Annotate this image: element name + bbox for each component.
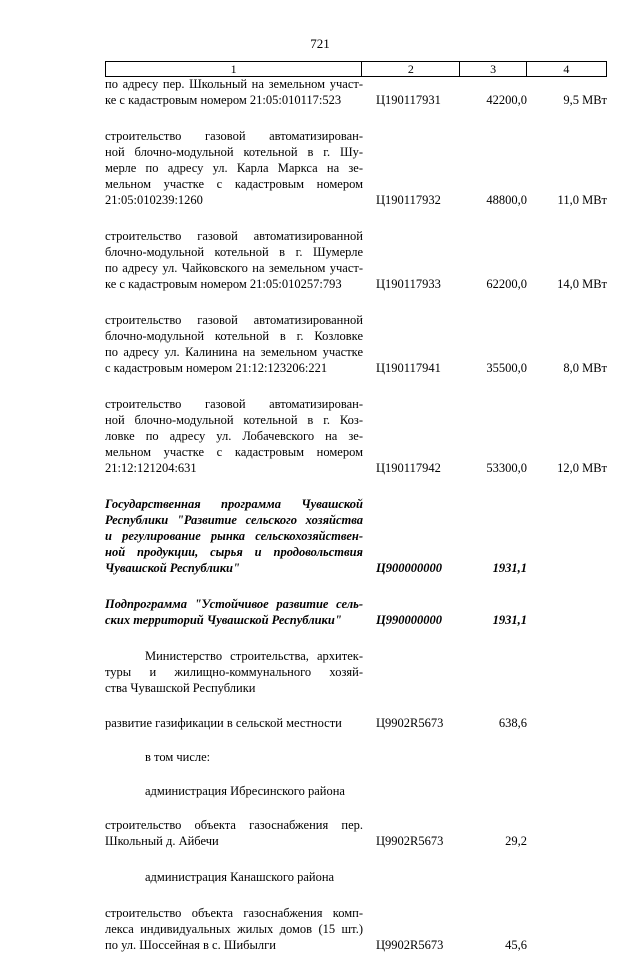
power-value: 12,0 МВт: [557, 461, 607, 475]
amount-value: 1931,1: [492, 561, 527, 575]
description-line: Государственная программа Чувашской: [105, 497, 363, 511]
budget-code: Ц900000000: [376, 561, 442, 575]
table-row: [105, 905, 607, 953]
table-row: [105, 596, 607, 628]
table-row: [105, 496, 607, 576]
budget-code: Ц990000000: [376, 613, 442, 627]
description-line: Подпрограмма "Устойчивое развитие сель-: [105, 597, 363, 611]
description-line: 21:12:121204:631: [105, 461, 197, 475]
column-header-3: 3: [460, 62, 526, 77]
budget-code: Ц190117931: [376, 93, 441, 107]
budget-code: Ц9902R5673: [376, 716, 444, 730]
budget-code: Ц9902R5673: [376, 834, 444, 848]
table-row: [105, 128, 607, 208]
description-line: блочно-модульной котельной в г. Козловке: [105, 329, 363, 343]
description-line: строительство газовой автоматизированной: [105, 229, 363, 243]
power-value: 9,5 МВт: [563, 93, 607, 107]
table-row: [105, 76, 607, 108]
row-description: [105, 228, 363, 292]
amount-value: 45,6: [505, 938, 527, 952]
power-value: 11,0 МВт: [557, 193, 607, 207]
table-row: [105, 396, 607, 476]
description-line: ловке по адресу ул. Лобачевского на зе-: [105, 429, 363, 443]
description-line: лекса индивидуальных жилых домов (15 шт.): [105, 922, 363, 936]
budget-code: Ц190117932: [376, 193, 441, 207]
description-line: туры и жилищно-коммунального хозяй-: [105, 665, 363, 679]
budget-code: Ц190117941: [376, 361, 441, 375]
row-description: [105, 596, 363, 628]
row-description: [105, 715, 363, 731]
table-row: [105, 869, 607, 885]
column-header-2: 2: [362, 62, 460, 77]
description-line: строительство газовой автоматизированной: [105, 313, 363, 327]
description-line: строительство газовой автоматизирован-: [105, 129, 363, 143]
description-line: по адресу ул. Чайковского на земельном участ-: [105, 261, 363, 275]
description-line: и регулирование рынка сельскохозяйствен-: [105, 529, 363, 543]
budget-code: Ц9902R5673: [376, 938, 444, 952]
column-header-4: 4: [526, 62, 606, 77]
row-description: [105, 648, 363, 696]
table-row: [105, 817, 607, 849]
description-line: ной продукции, сырья и продовольствия: [105, 545, 363, 559]
description-line: строительство объекта газоснабжения комп-: [105, 906, 363, 920]
amount-value: 53300,0: [486, 461, 527, 475]
amount-value: 638,6: [498, 716, 527, 730]
budget-code: Ц190117942: [376, 461, 441, 475]
description-line: строительство газовой автоматизирован-: [105, 397, 363, 411]
description-line: ке с кадастровым номером 21:05:010117:523: [105, 93, 342, 107]
row-description: [105, 396, 363, 476]
row-description: [105, 869, 363, 885]
description-line: ке с кадастровым номером 21:05:010257:793: [105, 277, 342, 291]
power-value: 8,0 МВт: [563, 361, 607, 375]
description-line: по адресу пер. Школьный на земельном участ-: [105, 77, 363, 91]
amount-value: 62200,0: [486, 277, 527, 291]
description-line: ских территорий Чувашской Республики": [105, 613, 342, 627]
description-line: 21:05:010239:1260: [105, 193, 203, 207]
description-line: по ул. Шоссейная в с. Шибылги: [105, 938, 276, 952]
row-description: [105, 76, 363, 108]
description-line: Чувашской Республики": [105, 561, 240, 575]
description-line: блочно-модульной котельной в г. Шумерле: [105, 245, 363, 259]
column-header-1: 1: [106, 62, 362, 77]
description-line: с кадастровым номером 21:12:123206:221: [105, 361, 328, 375]
description-line: по адресу ул. Калинина на земельном участке: [105, 345, 363, 359]
amount-value: 35500,0: [486, 361, 527, 375]
table-row: [105, 312, 607, 376]
power-value: 14,0 МВт: [557, 277, 607, 291]
column-header-table: [105, 61, 607, 77]
description-line: администрация Канашского района: [145, 870, 335, 884]
description-line: развитие газификации в сельской местности: [105, 716, 342, 730]
description-line: Министерство строительства, архитек-: [145, 649, 363, 663]
description-line: в том числе:: [145, 750, 211, 764]
amount-value: 48800,0: [486, 193, 527, 207]
description-line: мерле по адресу ул. Карла Маркса на зе-: [105, 161, 363, 175]
description-line: Школьный д. Айбечи: [105, 834, 219, 848]
table-row: [105, 648, 607, 696]
description-line: строительство объекта газоснабжения пер.: [105, 818, 363, 832]
row-description: [105, 496, 363, 576]
budget-code: Ц190117933: [376, 277, 441, 291]
description-line: администрация Ибресинского района: [145, 784, 345, 798]
row-description: [105, 905, 363, 953]
amount-value: 1931,1: [492, 613, 527, 627]
row-description: [105, 128, 363, 208]
page-number: 721: [310, 36, 330, 51]
description-line: мельном участке с кадастровым номером: [105, 445, 363, 459]
row-description: [105, 749, 363, 765]
description-line: ной блочно-модульной котельной в г. Шу-: [105, 145, 363, 159]
row-description: [105, 817, 363, 849]
row-description: [105, 783, 363, 799]
row-description: [105, 312, 363, 376]
table-row: [105, 749, 607, 765]
amount-value: 42200,0: [486, 93, 527, 107]
table-body: [105, 76, 607, 953]
table-row: [105, 228, 607, 292]
table-row: [105, 783, 607, 799]
description-line: ной блочно-модульной котельной в г. Коз-: [105, 413, 363, 427]
amount-value: 29,2: [505, 834, 527, 848]
table-row: [105, 715, 607, 731]
description-line: Республики "Развитие сельского хозяйства: [105, 513, 363, 527]
description-line: мельном участке с кадастровым номером: [105, 177, 363, 191]
description-line: ства Чувашской Республики: [105, 681, 256, 695]
